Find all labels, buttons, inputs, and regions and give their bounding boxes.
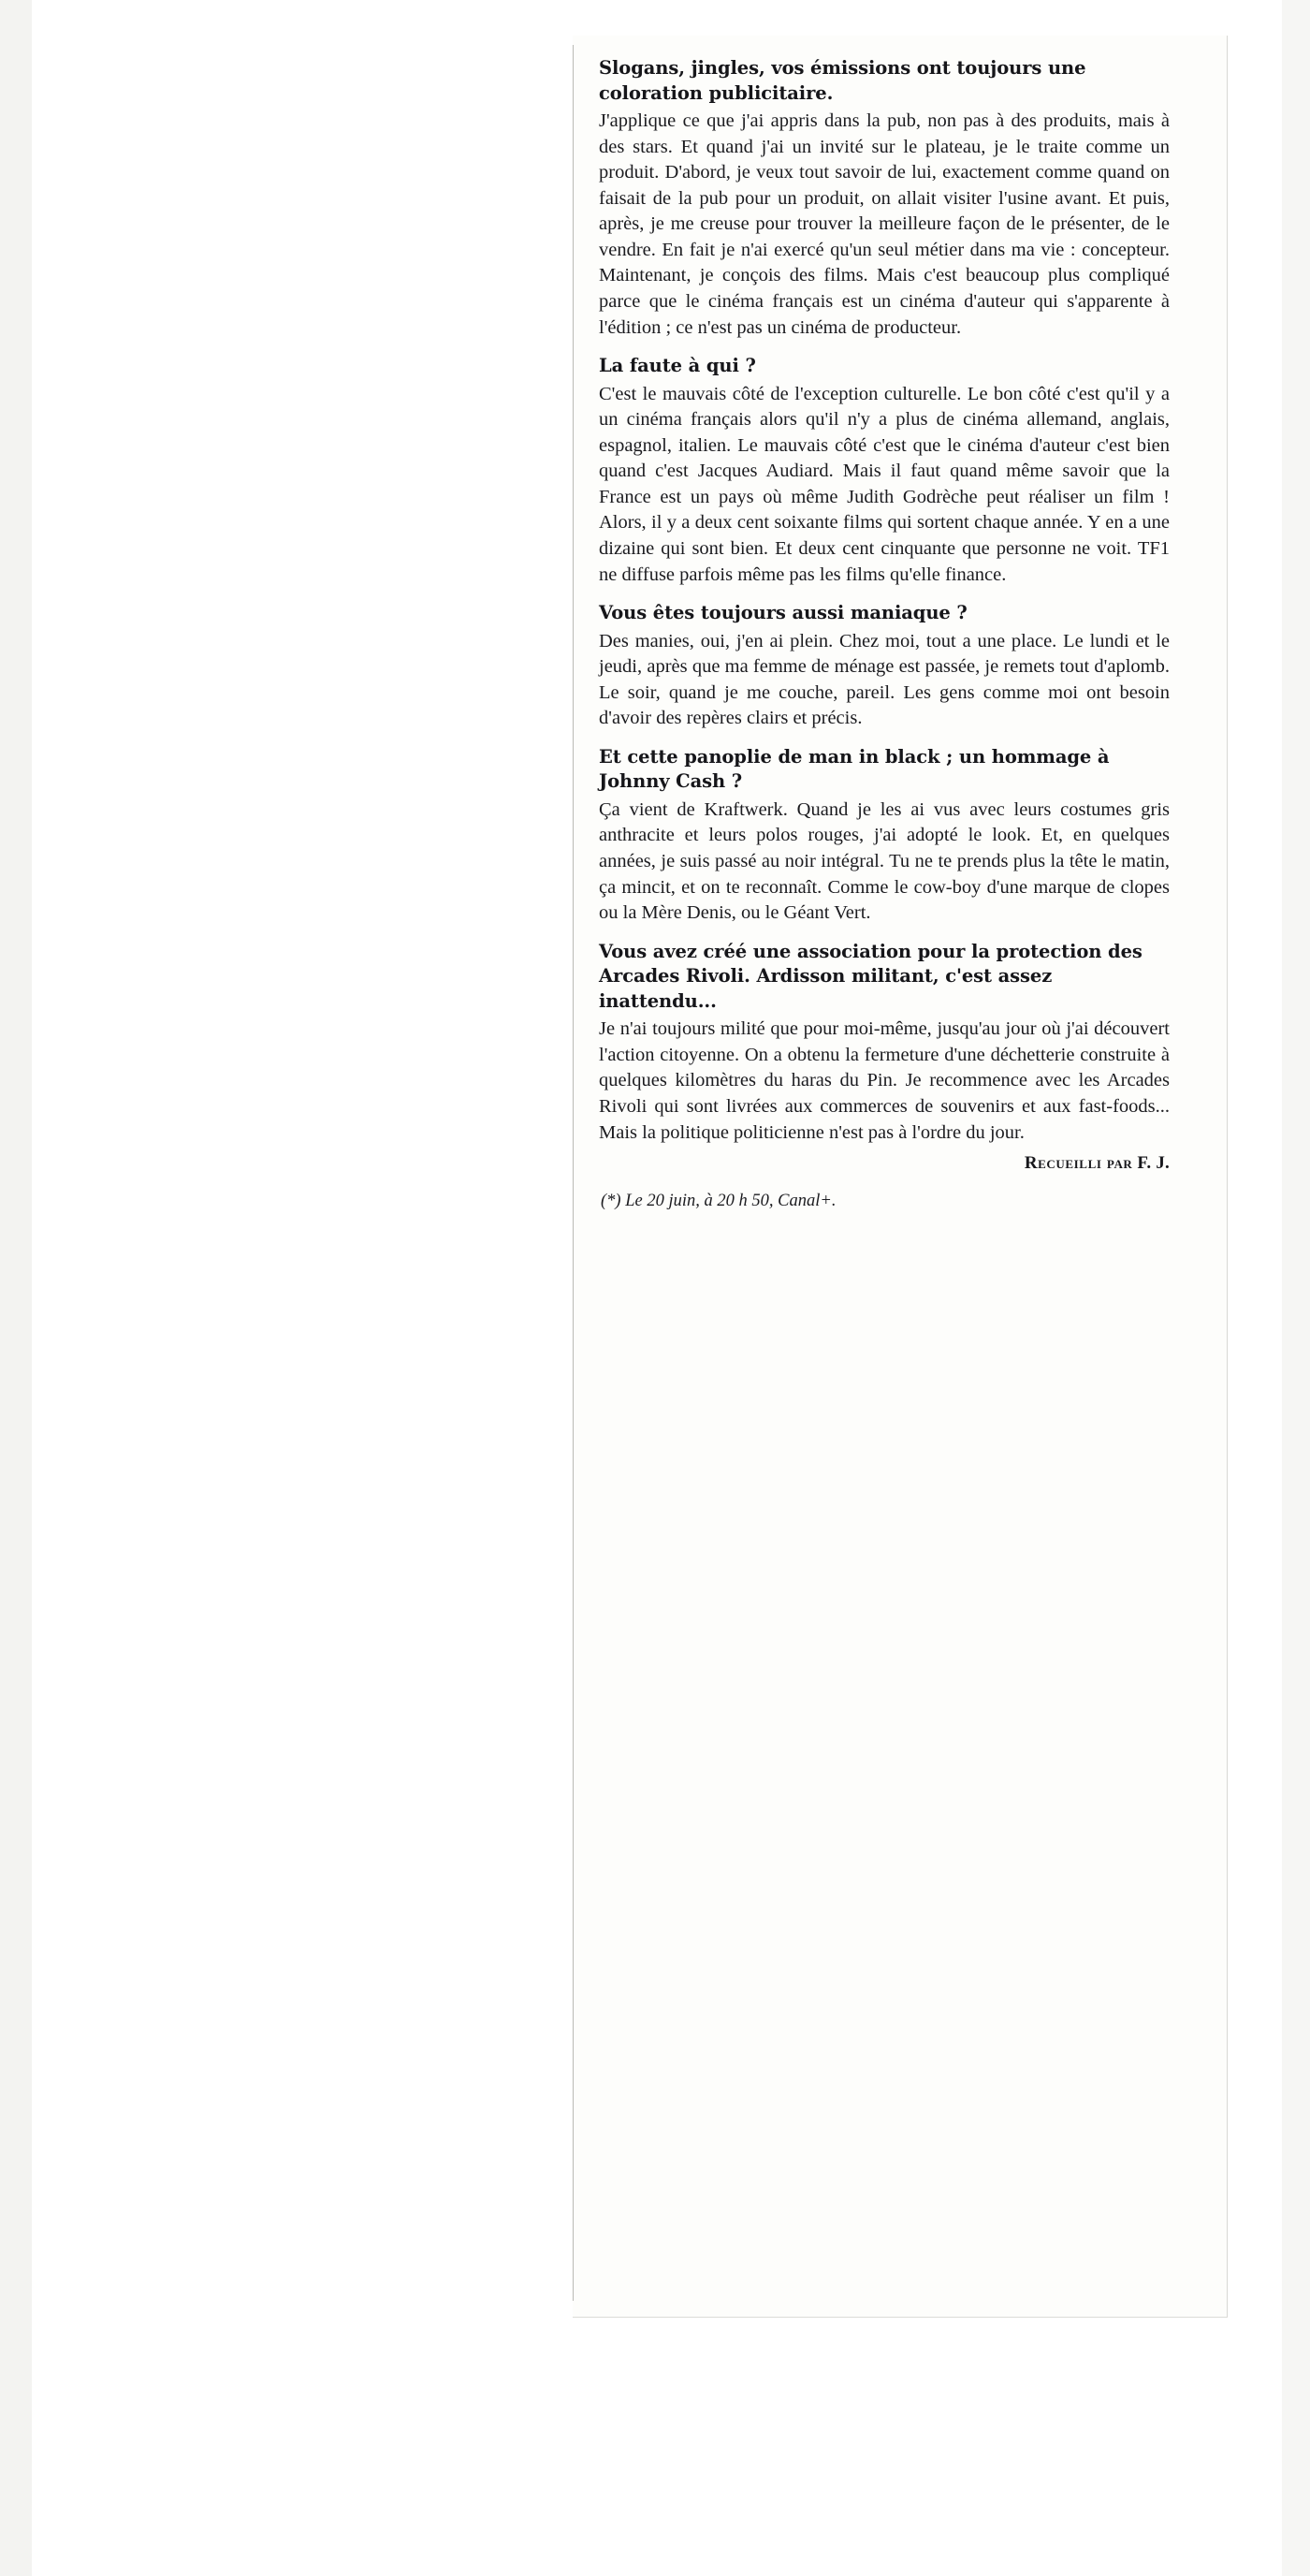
- clipping-right-edge: [1227, 36, 1228, 2318]
- scan-right-margin: [1282, 0, 1310, 2576]
- interview-question: Slogans, jingles, vos émissions ont toujours une coloration publicitaire.: [599, 57, 1086, 104]
- scan-left-margin: [0, 0, 32, 2576]
- interview-answer: Ça vient de Kraftwerk. Quand je les ai vus avec leurs costumes gris anthracite et leurs polos rouges, j'ai adopté le look. Et, en quelques années, je suis passé au noir intégral. Tu ne te prends plus la tête le matin, ça mincit, et on te reconnaît. Comme le cow-boy d'une marque de clopes ou la Mère Denis, ou le Géant Vert.: [599, 798, 1170, 924]
- interview-answer: C'est le mauvais côté de l'exception culturelle. Le bon côté c'est qu'il y a un cinéma français alors qu'il n'y a plus de cinéma allemand, anglais, espagnol, italien. Le mauvais côté c'est que le cinéma d'auteur c'est bien quand c'est Jacques Audiard. Mais il faut quand même savoir que la France est un pays où même Judith Godrèche peut réaliser un film ! Alors, il y a deux cent soixante films qui sortent chaque année. Y en a une dizaine qui sont bien. Et deux cent cinquante que personne ne voit. TF1 ne diffuse parfois même pas les films qu'elle finance.: [599, 383, 1170, 585]
- interview-answer: Je n'ai toujours milité que pour moi-même, jusqu'au jour où j'ai découvert l'action citoyenne. On a obtenu la fermeture d'une déchetterie construite à quelques kilomètres du haras du Pin. Je recommence avec les Arcades Rivoli qui sont livrées aux commerces de souvenirs et aux fast-foods... Mais la politique politicienne n'est pas à l'ordre du jour.: [599, 1018, 1170, 1143]
- byline-initials: F. J.: [1137, 1153, 1170, 1174]
- newspaper-clipping: [573, 36, 1228, 2318]
- interview-question: La faute à qui ?: [599, 355, 756, 377]
- byline: [599, 1153, 1170, 1174]
- interview-answer: Des manies, oui, j'en ai plein. Chez moi, tout a une place. Le lundi et le jeudi, après que ma femme de ménage est passée, je remets tout d'aplomb. Le soir, quand je me couche, pareil. Les gens comme moi ont besoin d'avoir des repères clairs et précis.: [599, 630, 1170, 729]
- interview-question: Et cette panoplie de man in black ; un hommage à Johnny Cash ?: [599, 745, 1110, 793]
- article-column: [599, 56, 1170, 1229]
- column-rule: [573, 45, 574, 2301]
- footnote: (*) Le 20 juin, à 20 h 50, Canal+.: [601, 1192, 837, 1211]
- interview-question: Vous êtes toujours aussi maniaque ?: [599, 602, 968, 624]
- interview-question: Vous avez créé une association pour la protection des Arcades Rivoli. Ardisson militant, c'est assez inattendu...: [599, 940, 1143, 1012]
- interview-answer: J'applique ce que j'ai appris dans la pub, non pas à des produits, mais à des stars. Et quand j'ai un invité sur le plateau, je le traite comme un produit. D'abord, je veux tout savoir de lui, exactement comme quand on faisait de la pub pour un produit, on allait visiter l'usine avant. Et puis, après, je me creuse pour trouver la meilleure façon de le présenter, de le vendre. En fait je n'ai exercé qu'un seul métier dans ma vie : concepteur. Maintenant, je conçois des films. Mais c'est beaucoup plus compliqué parce que le cinéma français est un cinéma d'auteur qui s'apparente à l'édition ; ce n'est pas un cinéma de producteur.: [599, 110, 1170, 338]
- byline-prefix: Recueilli par: [1024, 1153, 1133, 1174]
- clipping-bottom-edge: [573, 2317, 1228, 2318]
